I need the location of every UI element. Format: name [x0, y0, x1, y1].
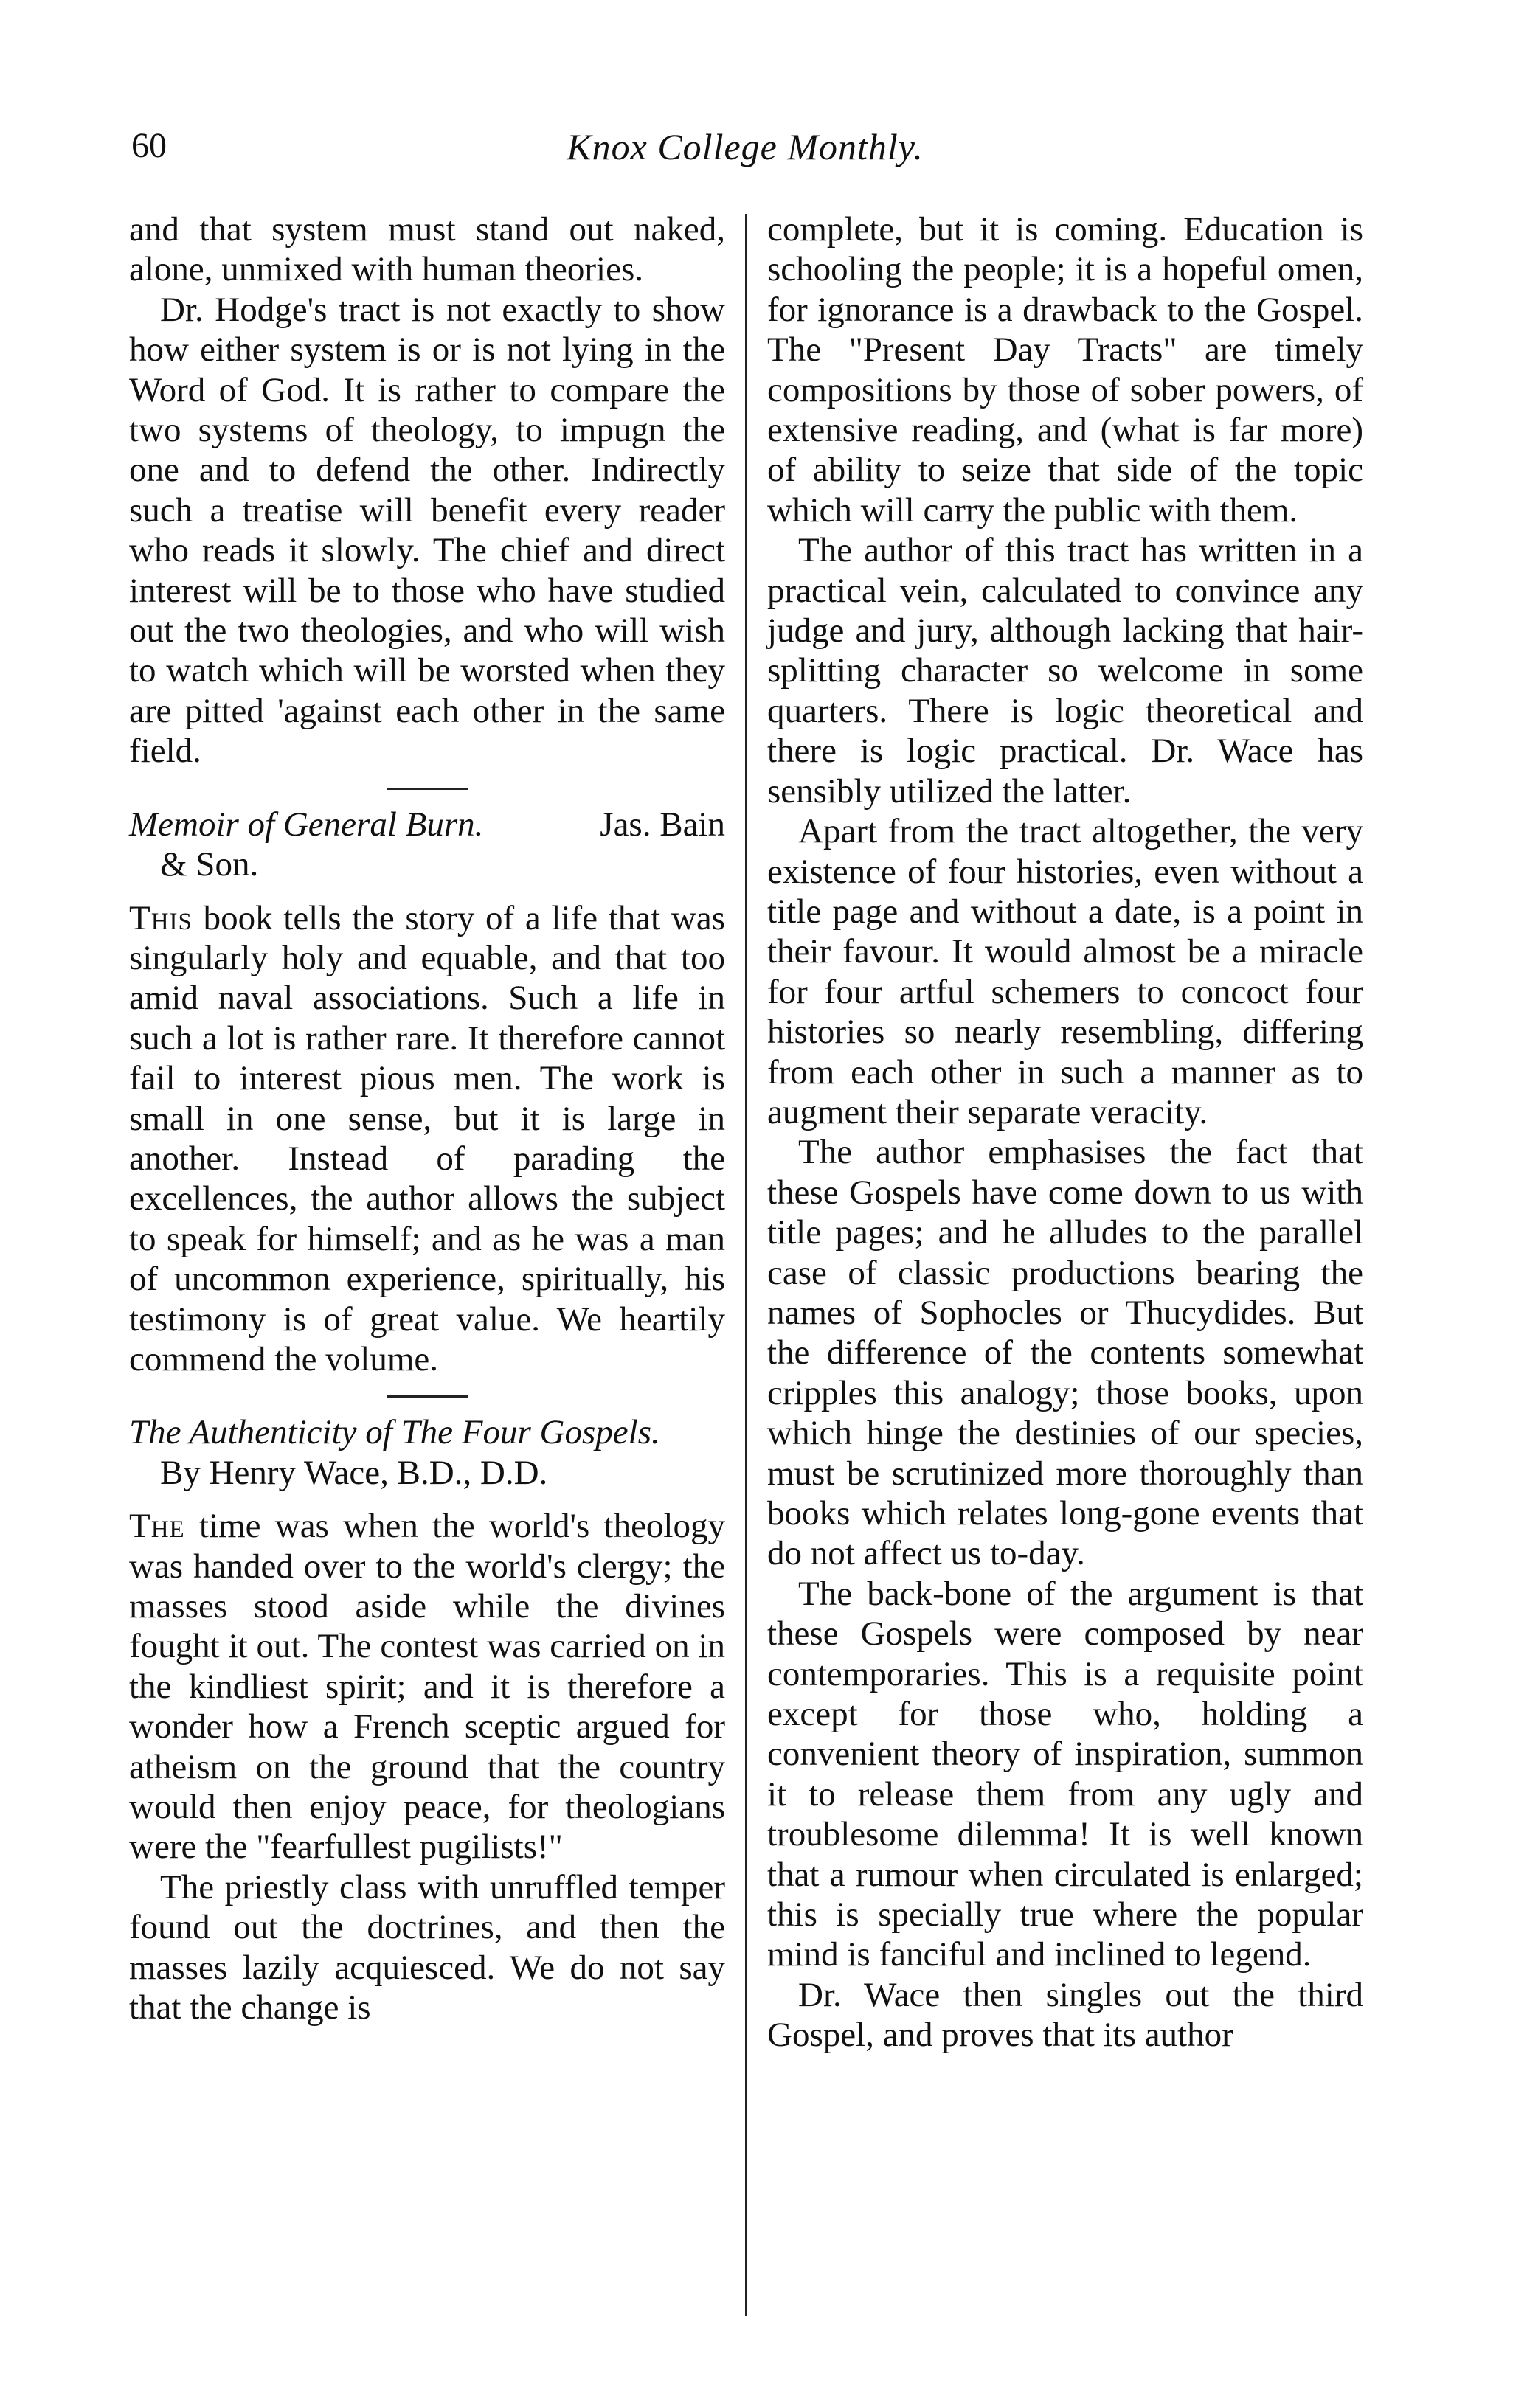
review-title: The Authenticity of The Four Gospels. — [129, 1413, 660, 1452]
review-title: Memoir of General Burn. — [129, 805, 484, 844]
review-author: By Henry Wace, B.D., D.D. — [160, 1453, 548, 1492]
review-lead-word: The — [129, 1507, 185, 1546]
paragraph-priestly-class: The priestly class with unruffled temper found out the doctrines, and then the masses lazily acquiesced. We do not say that the change is — [129, 1867, 725, 2027]
section-divider — [387, 788, 468, 790]
review-heading-burn — [129, 805, 725, 885]
column-divider — [745, 214, 747, 2316]
page-number: 60 — [131, 126, 167, 165]
review-body-wace — [129, 1506, 725, 1867]
section-divider — [387, 1395, 468, 1398]
paragraph-contemporaries: The back-bone of the argument is that these Gospels were composed by near contemporaries. This is a requisite point except for those who, holding a convenient theory of inspiration, summon it to release them from any ugly and troublesome dilemma! It is well known that a rumour when circulated is enlarged; this is specially true where the popular mind is fanciful and inclined to legend. — [767, 1574, 1363, 1974]
paragraph-hodge-tract: Dr. Hodge's tract is not exactly to show how either system is or is not lying in the Word of God. It is rather to compare the two systems of theology, to impugn the one and to defend the other. Indirectly such a treatise will benefit every reader who reads it slowly. The chief and direct interest will be to those who have studied out the two theologies, and who will wish to watch which will be worsted when they are pitted 'against each other in the same field. — [129, 290, 725, 771]
review-publisher-continued: & Son. — [160, 845, 259, 884]
running-head — [125, 125, 1365, 184]
review-text: time was when the world's theology was handed over to the world's clergy; the masses stood aside while the divines fought it out. The contest was carried on in the kindliest spirit; and it is therefore a wonder how a French sceptic argued for atheism on the ground that the country would then enjoy peace, for theologians were the "fearfullest pugilists!" — [129, 1507, 725, 1867]
right-column — [767, 209, 1363, 2055]
left-column — [129, 209, 725, 2027]
review-lead-word: This — [129, 898, 193, 937]
review-body-burn — [129, 898, 725, 1380]
paragraph-title-pages: The author emphasises the fact that these Gospels have come down to us with title pages; and he alludes to the parallel case of classic productions bearing the names of Sophocles or Thucydides. But the difference of the contents somewhat cripples this analogy; those books, upon which hinge the destinies of our species, must be scrutinized more thoroughly than books which relates long-gone events that do not affect us to-day. — [767, 1133, 1363, 1573]
review-heading-wace — [129, 1412, 725, 1493]
review-publisher: Jas. Bain — [600, 805, 725, 844]
paragraph-four-histories: Apart from the tract altogether, the very existence of four histories, even without a title page and without a date, is a point in their favour. It would almost be a miracle for four artful schemers to concoct four histories so nearly resembling, differing from each other in such a manner as to augment their separate veracity. — [767, 812, 1363, 1131]
paragraph-practical-vein: The author of this tract has written in a practical vein, calculated to convince any judge and jury, although lacking that hair-splitting character so welcome in some quarters. There is logic theoretical and there is logic practical. Dr. Wace has sensibly utilized the latter. — [767, 531, 1363, 811]
paragraph-continued: complete, but it is coming. Education is schooling the people; it is a hopeful omen, for ignorance is a drawback to the Gospel. The "Present Day Tracts" are timely compositions by those of sober powers, of extensive reading, and (what is far more) of ability to seize that side of the topic which will carry the public with them. — [767, 210, 1363, 530]
paragraph-third-gospel: Dr. Wace then singles out the third Gospel, and proves that its author — [767, 1975, 1363, 2055]
paragraph-continued: and that system must stand out naked, alone, unmixed with human theories. — [129, 210, 725, 289]
journal-title: Knox College Monthly. — [567, 126, 924, 167]
review-text: book tells the story of a life that was singularly holy and equable, and that too amid naval associations. Such a life in such a lot is rather rare. It therefore cannot fail to interest pious men. The work is small in one sense, but it is large in another. Instead of parading the excellences, the author allows the subject to speak for himself; and as he was a man of uncommon experience, spiritually, his testimony is of great value. We heartily commend the volume. — [129, 898, 725, 1378]
